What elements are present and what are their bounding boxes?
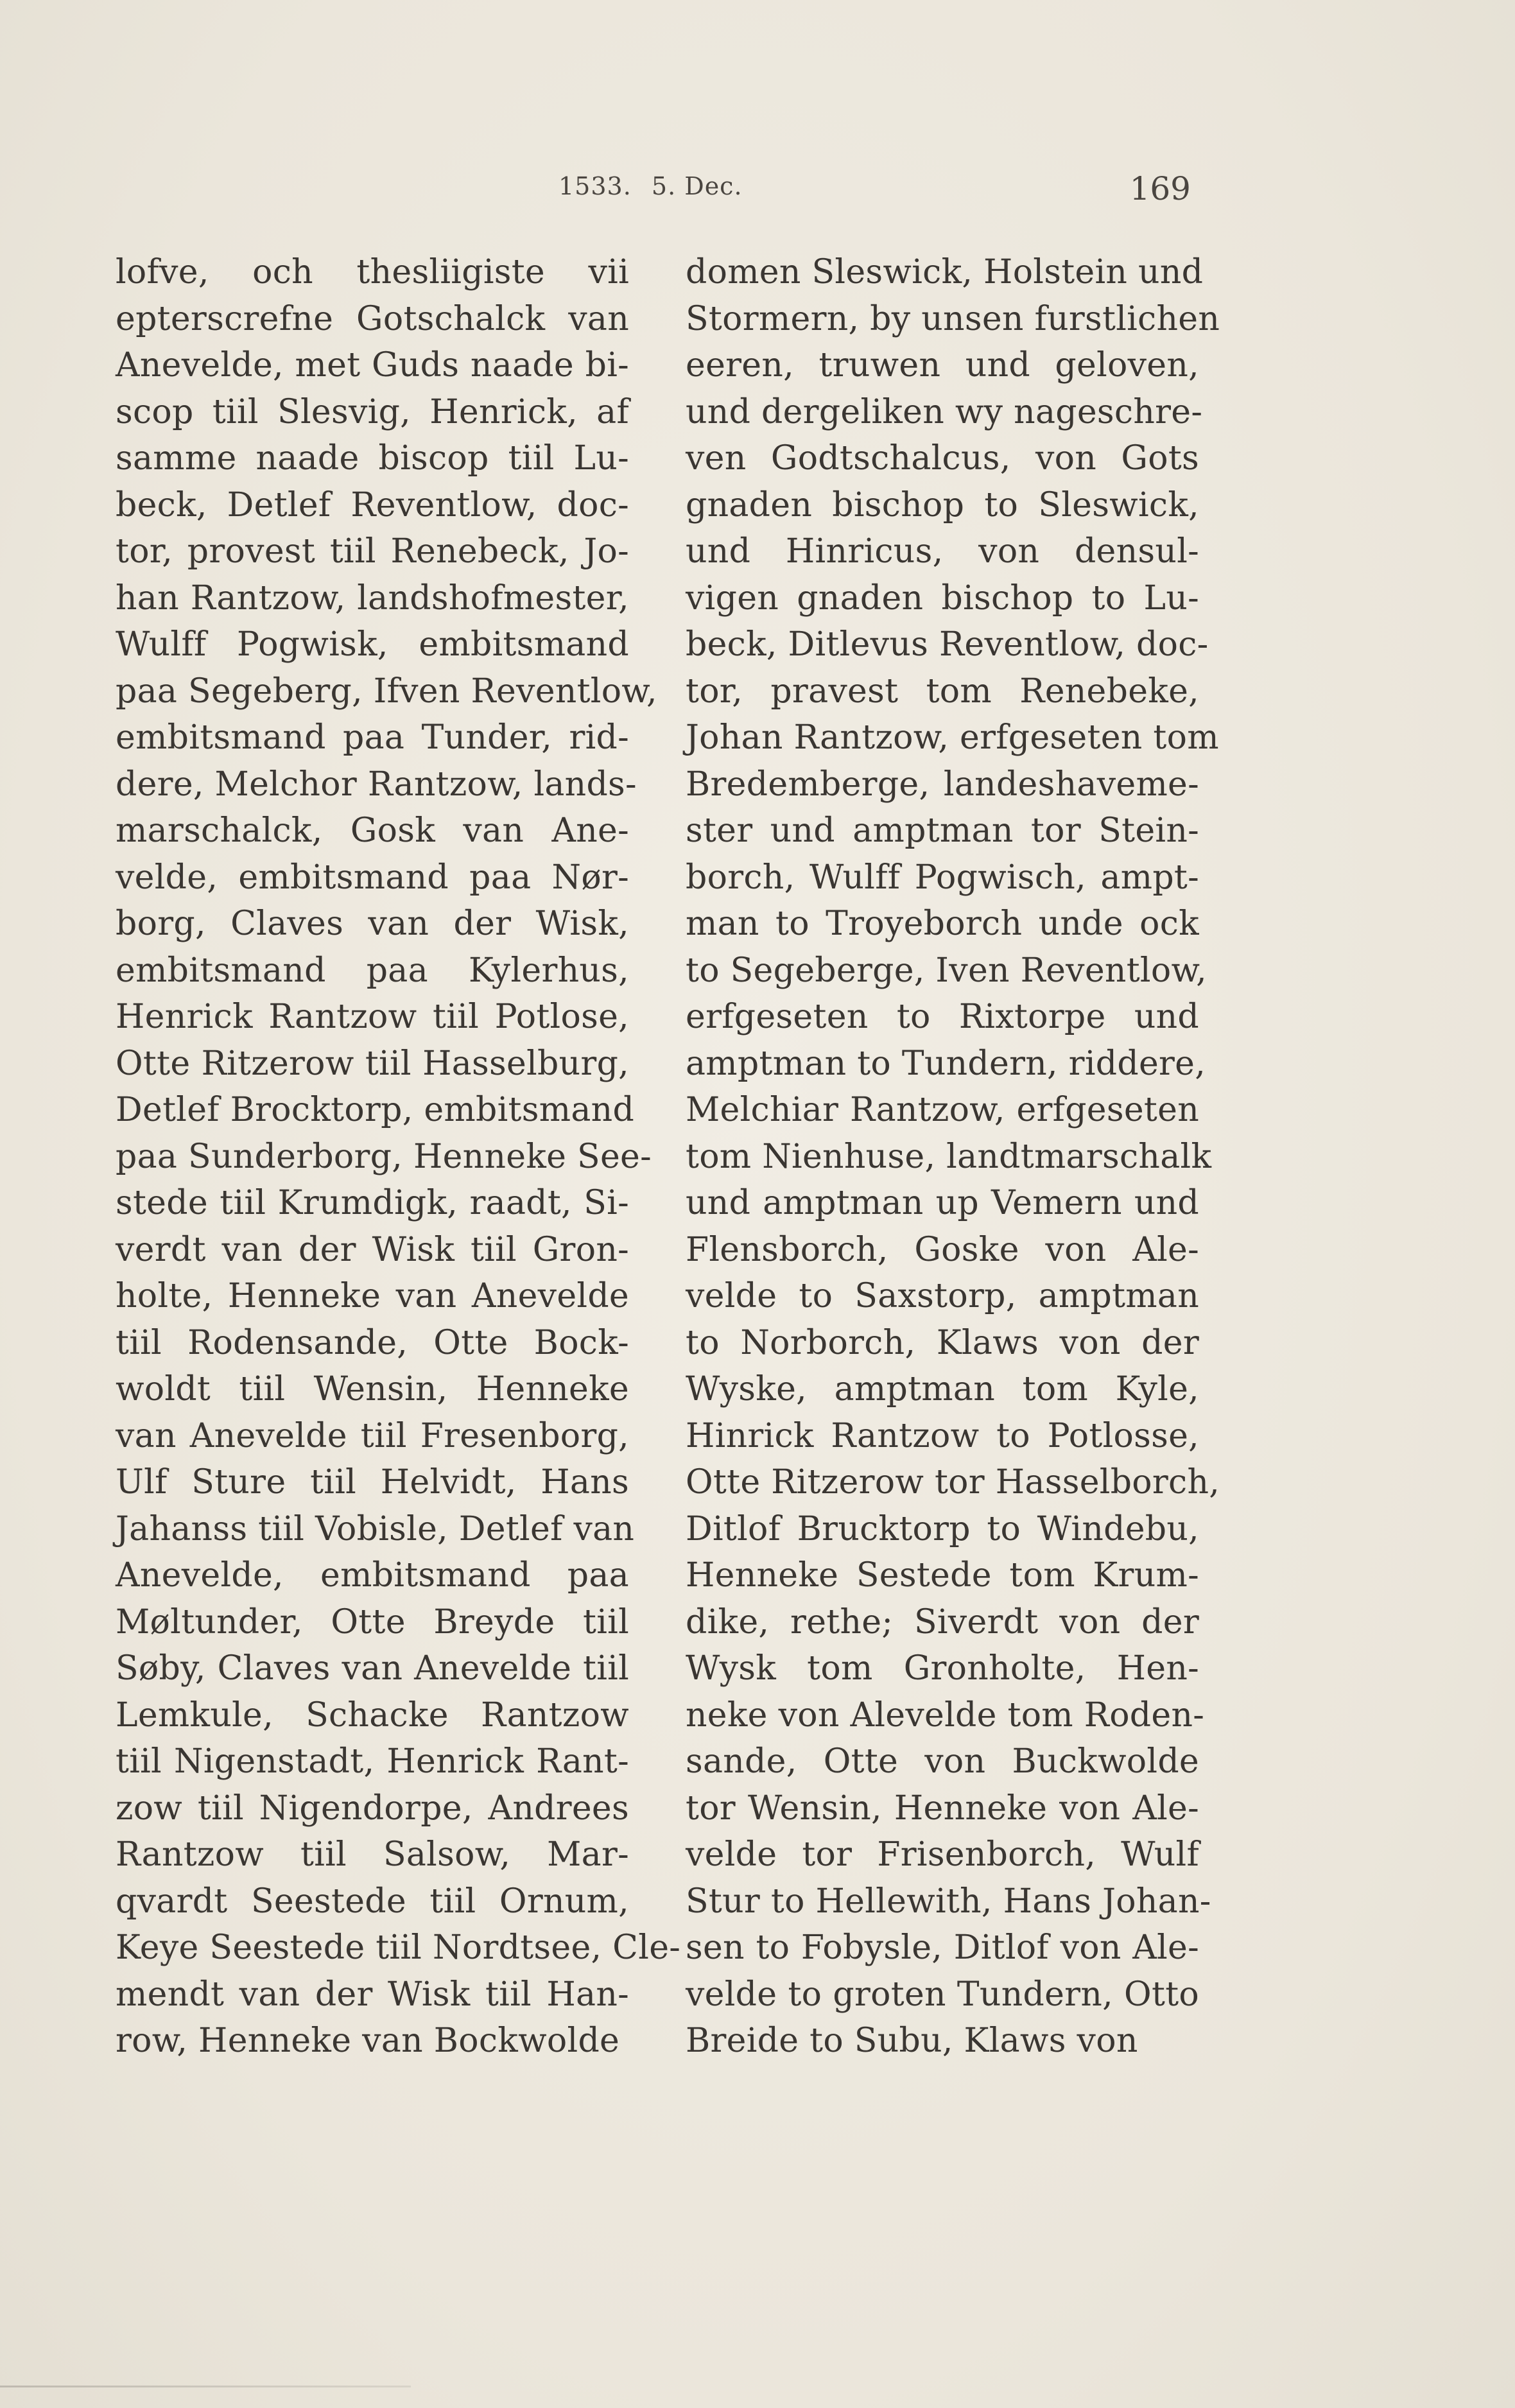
left-column-line: qvardt Seestede tiil Ornum, — [116, 1882, 629, 1921]
right-column-line: Hinrick Rantzow to Potlosse, — [686, 1416, 1199, 1455]
left-column-line: samme naade biscop tiil Lu- — [116, 439, 629, 478]
right-column-line: Otte Ritzerow tor Hasselborch, — [686, 1463, 1220, 1502]
right-column-line: gnaden bischop to Sleswick, — [686, 485, 1199, 524]
right-column-line: tor Wensin, Henneke von Ale- — [686, 1789, 1199, 1828]
right-column-line: Henneke Sestede tom Krum- — [686, 1556, 1199, 1595]
left-column-line: row, Henneke van Bockwolde — [116, 2022, 620, 2060]
right-column-line: sande, Otte von Buckwolde — [686, 1742, 1199, 1781]
right-column-line: man to Troyeborch unde ock — [686, 905, 1199, 943]
left-column-line: borg, Claves van der Wisk, — [116, 905, 629, 943]
left-column-line: tiil Rodensande, Otte Bock- — [116, 1323, 629, 1362]
left-column-line: Anevelde, embitsmand paa — [116, 1556, 629, 1595]
right-column-line: beck, Ditlevus Reventlow, doc- — [686, 625, 1209, 664]
left-column-line: tiil Nigenstadt, Henrick Rant- — [116, 1742, 629, 1781]
left-column-line: han Rantzow, landshofmester, — [116, 578, 629, 618]
right-column-line: velde to groten Tundern, Otto — [686, 1975, 1199, 2014]
left-column-line: Anevelde, met Guds naade bi- — [116, 346, 629, 385]
left-column-line: Ulf Sture tiil Helvidt, Hans — [116, 1463, 629, 1502]
right-column-line: tor, pravest tom Renebeke, — [686, 671, 1199, 711]
right-column-line: Flensborch, Goske von Ale- — [686, 1230, 1199, 1269]
left-column-line: epterscrefne Gotschalck van — [116, 299, 629, 338]
right-column-line: domen Sleswick, Holstein und — [686, 253, 1204, 291]
right-column-line: Wyske, amptman tom Kyle, — [686, 1370, 1199, 1408]
left-column-line: Wulff Pogwisk, embitsmand — [116, 625, 629, 664]
left-column-line: velde, embitsmand paa Nør- — [116, 858, 629, 897]
right-column-line: eeren, truwen und geloven, — [686, 346, 1199, 385]
left-column-line: holte, Henneke van Anevelde — [116, 1277, 629, 1315]
right-column-line: to Norborch, Klaws von der — [686, 1323, 1199, 1362]
left-column-line: embitsmand paa Tunder, rid- — [116, 718, 629, 757]
right-column-line: und amptman up Vemern und — [686, 1184, 1199, 1222]
header-year: 1533. — [558, 172, 632, 200]
left-column-line: stede tiil Krumdigk, raadt, Si- — [116, 1184, 629, 1222]
left-column-line: paa Segeberg, Ifven Reventlow, — [116, 671, 657, 711]
right-column-line: neke von Alevelde tom Roden- — [686, 1695, 1205, 1735]
right-column-line: ven Godtschalcus, von Gots — [686, 439, 1199, 478]
left-column-line: beck, Detlef Reventlow, doc- — [116, 485, 629, 524]
left-column-line: mendt van der Wisk tiil Han- — [116, 1975, 629, 2014]
right-column-line: Johan Rantzow, erfgeseten tom — [686, 718, 1219, 757]
left-column-line: dere, Melchor Rantzow, lands- — [116, 765, 637, 804]
right-column-line: dike, rethe; Siverdt von der — [686, 1602, 1199, 1641]
left-column-line: Jahanss tiil Vobisle, Detlef van — [116, 1509, 635, 1548]
left-column-line: Keye Seestede tiil Nordtsee, Cle- — [116, 1928, 681, 1967]
right-column-line: Stormern, by unsen furstlichen — [686, 299, 1220, 338]
right-column-line: und Hinricus, von densul- — [686, 532, 1199, 571]
left-column — [116, 249, 681, 2065]
right-column — [686, 249, 1220, 2065]
left-column-line: Otte Ritzerow tiil Hasselburg, — [116, 1044, 629, 1083]
right-column-line: borch, Wulff Pogwisch, ampt- — [686, 858, 1199, 897]
left-column-line: Lemkule, Schacke Rantzow — [116, 1695, 629, 1735]
right-column-line: amptman to Tundern, riddere, — [686, 1044, 1206, 1083]
right-column-line: Stur to Hellewith, Hans Johan- — [686, 1882, 1211, 1921]
running-header — [558, 172, 754, 200]
bottom-rule — [0, 2386, 411, 2387]
right-column-line: tom Nienhuse, landtmarschalk — [686, 1137, 1212, 1176]
right-column-line: Breide to Subu, Klaws von — [686, 2022, 1138, 2060]
right-column-line: velde to Saxstorp, amptman — [686, 1277, 1199, 1315]
left-column-line: verdt van der Wisk tiil Gron- — [116, 1230, 629, 1269]
left-column-line: paa Sunderborg, Henneke See- — [116, 1137, 652, 1176]
left-column-line: embitsmand paa Kylerhus, — [116, 951, 629, 990]
left-column-line: Henrick Rantzow tiil Potlose, — [116, 998, 629, 1036]
right-column-line: to Segeberge, Iven Reventlow, — [686, 951, 1207, 990]
left-column-line: marschalck, Gosk van Ane- — [116, 811, 629, 850]
left-column-line: scop tiil Slesvig, Henrick, af — [116, 392, 629, 431]
page-number: 169 — [1129, 170, 1191, 207]
right-column-line: vigen gnaden bischop to Lu- — [686, 578, 1199, 618]
right-column-line: und dergeliken wy nageschre- — [686, 392, 1203, 431]
right-column-line: Bredemberge, landeshaveme- — [686, 765, 1199, 804]
left-column-line: Søby, Claves van Anevelde tiil — [116, 1649, 629, 1688]
right-column-line: velde tor Frisenborch, Wulf — [686, 1835, 1199, 1874]
right-column-line: Wysk tom Gronholte, Hen- — [686, 1649, 1199, 1688]
left-column-line: woldt tiil Wensin, Henneke — [116, 1370, 629, 1408]
left-column-line: van Anevelde tiil Fresenborg, — [116, 1416, 629, 1455]
left-column-line: Møltunder, Otte Breyde tiil — [116, 1602, 629, 1641]
left-column-line: zow tiil Nigendorpe, Andrees — [116, 1789, 629, 1828]
right-column-line: sen to Fobysle, Ditlof von Ale- — [686, 1928, 1199, 1967]
right-column-line: erfgeseten to Rixtorpe und — [686, 998, 1199, 1036]
left-column-line: Detlef Brocktorp, embitsmand — [116, 1091, 635, 1129]
right-column-line: Melchiar Rantzow, erfgeseten — [686, 1091, 1199, 1129]
header-date: 5. Dec. — [651, 172, 743, 200]
right-column-line: Ditlof Brucktorp to Windebu, — [686, 1509, 1199, 1548]
left-column-line: tor, provest tiil Renebeck, Jo- — [116, 532, 629, 571]
left-column-line: Rantzow tiil Salsow, Mar- — [116, 1835, 629, 1874]
right-column-line: ster und amptman tor Stein- — [686, 811, 1199, 850]
left-column-line: lofve, och thesliigiste vii — [116, 253, 629, 291]
